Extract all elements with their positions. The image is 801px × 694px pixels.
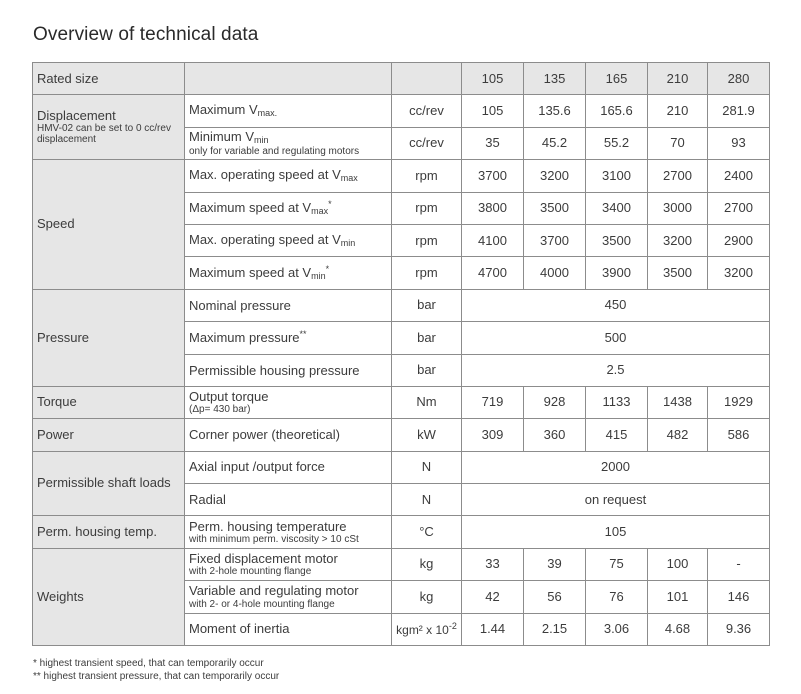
unit-cell: rpm <box>392 192 462 224</box>
group-shaft-loads: Permissible shaft loads <box>33 451 185 516</box>
header-empty-cell <box>185 63 392 95</box>
unit-cell: °C <box>392 516 462 548</box>
value-cell: 928 <box>524 386 586 418</box>
value-cell: 70 <box>648 127 708 159</box>
value-cell: 2.15 <box>524 613 586 645</box>
value-cell: on request <box>462 484 770 516</box>
value-cell: 2900 <box>708 224 770 256</box>
unit-cell: rpm <box>392 160 462 192</box>
value-cell: 3700 <box>524 224 586 256</box>
value-cell: 165.6 <box>586 95 648 127</box>
header-row <box>33 63 770 95</box>
unit-cell: Nm <box>392 386 462 418</box>
value-cell: 3200 <box>524 160 586 192</box>
value-cell: 3900 <box>586 257 648 289</box>
table-row <box>33 160 770 192</box>
value-cell: 3500 <box>648 257 708 289</box>
param-note: (Δp= 430 bar) <box>189 404 251 416</box>
group-speed: Speed <box>33 160 185 290</box>
value-cell: 55.2 <box>586 127 648 159</box>
footnotes <box>33 657 279 683</box>
group-label: Displacement <box>37 108 116 124</box>
value-cell: 1.44 <box>462 613 524 645</box>
value-cell: 1438 <box>648 386 708 418</box>
value-cell: 281.9 <box>708 95 770 127</box>
technical-data-table <box>32 62 770 646</box>
value-cell: - <box>708 548 770 580</box>
size-header: 165 <box>586 63 648 95</box>
param-label: Nominal pressure <box>185 289 392 321</box>
value-cell: 1133 <box>586 386 648 418</box>
unit-cell: kg <box>392 548 462 580</box>
param-note: with 2-hole mounting flange <box>189 566 312 578</box>
value-cell: 586 <box>708 419 770 451</box>
value-cell: 101 <box>648 581 708 613</box>
group-torque: Torque <box>33 386 185 418</box>
unit-cell: kW <box>392 419 462 451</box>
unit-cell: cc/rev <box>392 127 462 159</box>
value-cell: 4.68 <box>648 613 708 645</box>
value-cell: 3200 <box>648 224 708 256</box>
param-label: Maximum speed at $V_{min}^*$ <box>185 257 392 289</box>
unit-cell: N <box>392 484 462 516</box>
size-header: 210 <box>648 63 708 95</box>
value-cell: 39 <box>524 548 586 580</box>
param-label: Radial <box>185 484 392 516</box>
rated-size-label: Rated size <box>33 63 185 95</box>
footnote: * highest transient speed, that can temporarily occur <box>33 658 264 669</box>
param-label: Maximum $V_{max.}$ <box>185 95 392 127</box>
unit-cell: rpm <box>392 257 462 289</box>
value-cell: 93 <box>708 127 770 159</box>
footnote: ** highest transient pressure, that can temporarily occur <box>33 671 280 682</box>
table-row <box>33 451 770 483</box>
value-cell: 3500 <box>524 192 586 224</box>
value-cell: 135.6 <box>524 95 586 127</box>
value-cell: 482 <box>648 419 708 451</box>
value-cell: 500 <box>462 322 770 354</box>
size-header: 105 <box>462 63 524 95</box>
param-label: Max. operating speed at $V_{max}$ <box>185 160 392 192</box>
group-pressure: Pressure <box>33 289 185 386</box>
unit-cell: kgm² x $10^{-2}$ <box>392 613 462 645</box>
value-cell: 210 <box>648 95 708 127</box>
value-cell: 56 <box>524 581 586 613</box>
size-header: 280 <box>708 63 770 95</box>
table-row <box>33 516 770 548</box>
value-cell: 2400 <box>708 160 770 192</box>
group-weights: Weights <box>33 548 185 645</box>
value-cell: 2.5 <box>462 354 770 386</box>
param-label: Minimum $V_{min}$ only for variable and regulating motors <box>185 127 392 159</box>
value-cell: 3.06 <box>586 613 648 645</box>
value-cell: 4700 <box>462 257 524 289</box>
value-cell: 146 <box>708 581 770 613</box>
value-cell: 76 <box>586 581 648 613</box>
value-cell: 719 <box>462 386 524 418</box>
param-label: Variable and regulating motor with 2- or 4-hole mounting flange <box>185 581 392 613</box>
unit-cell: cc/rev <box>392 95 462 127</box>
value-cell: 9.36 <box>708 613 770 645</box>
value-cell: 2000 <box>462 451 770 483</box>
unit-cell: bar <box>392 354 462 386</box>
value-cell: 33 <box>462 548 524 580</box>
unit-cell: bar <box>392 289 462 321</box>
value-cell: 3100 <box>586 160 648 192</box>
size-header: 135 <box>524 63 586 95</box>
value-cell: 105 <box>462 95 524 127</box>
value-cell: 309 <box>462 419 524 451</box>
param-label: Moment of inertia <box>185 613 392 645</box>
value-cell: 3200 <box>708 257 770 289</box>
table-row <box>33 386 770 418</box>
unit-cell: bar <box>392 322 462 354</box>
value-cell: 415 <box>586 419 648 451</box>
value-cell: 1929 <box>708 386 770 418</box>
group-note: HMV-02 can be set to 0 cc/rev displacement <box>37 123 171 146</box>
table-row <box>33 289 770 321</box>
value-cell: 3500 <box>586 224 648 256</box>
param-label: Perm. housing temperature with minimum perm. viscosity > 10 cSt <box>185 516 392 548</box>
param-label: Fixed displacement motor with 2-hole mounting flange <box>185 548 392 580</box>
value-cell: 100 <box>648 548 708 580</box>
value-cell: 4000 <box>524 257 586 289</box>
value-cell: 360 <box>524 419 586 451</box>
value-cell: 2700 <box>708 192 770 224</box>
table-row <box>33 548 770 580</box>
param-label: Corner power (theoretical) <box>185 419 392 451</box>
param-note: with minimum perm. viscosity > 10 cSt <box>189 533 359 545</box>
value-cell: 35 <box>462 127 524 159</box>
table-row <box>33 419 770 451</box>
param-label: Axial input /output force <box>185 451 392 483</box>
param-note: with 2- or 4-hole mounting flange <box>189 598 335 610</box>
table-row <box>33 95 770 127</box>
param-label: Maximum pressure** <box>185 322 392 354</box>
value-cell: 75 <box>586 548 648 580</box>
value-cell: 105 <box>462 516 770 548</box>
value-cell: 3800 <box>462 192 524 224</box>
value-cell: 3400 <box>586 192 648 224</box>
value-cell: 3000 <box>648 192 708 224</box>
value-cell: 42 <box>462 581 524 613</box>
page-title: Overview of technical data <box>33 24 259 45</box>
group-displacement <box>33 95 185 160</box>
value-cell: 4100 <box>462 224 524 256</box>
unit-cell: N <box>392 451 462 483</box>
value-cell: 45.2 <box>524 127 586 159</box>
value-cell: 450 <box>462 289 770 321</box>
unit-cell: rpm <box>392 224 462 256</box>
unit-cell: kg <box>392 581 462 613</box>
value-cell: 3700 <box>462 160 524 192</box>
param-label: Output torque (Δp= 430 bar) <box>185 386 392 418</box>
header-empty-unit-cell <box>392 63 462 95</box>
group-housing-temp: Perm. housing temp. <box>33 516 185 548</box>
param-label: Maximum speed at $V_{max}^*$ <box>185 192 392 224</box>
value-cell: 2700 <box>648 160 708 192</box>
param-label: Max. operating speed at $V_{min}$ <box>185 224 392 256</box>
param-label: Permissible housing pressure <box>185 354 392 386</box>
group-power: Power <box>33 419 185 451</box>
param-note: only for variable and regulating motors <box>189 145 360 157</box>
